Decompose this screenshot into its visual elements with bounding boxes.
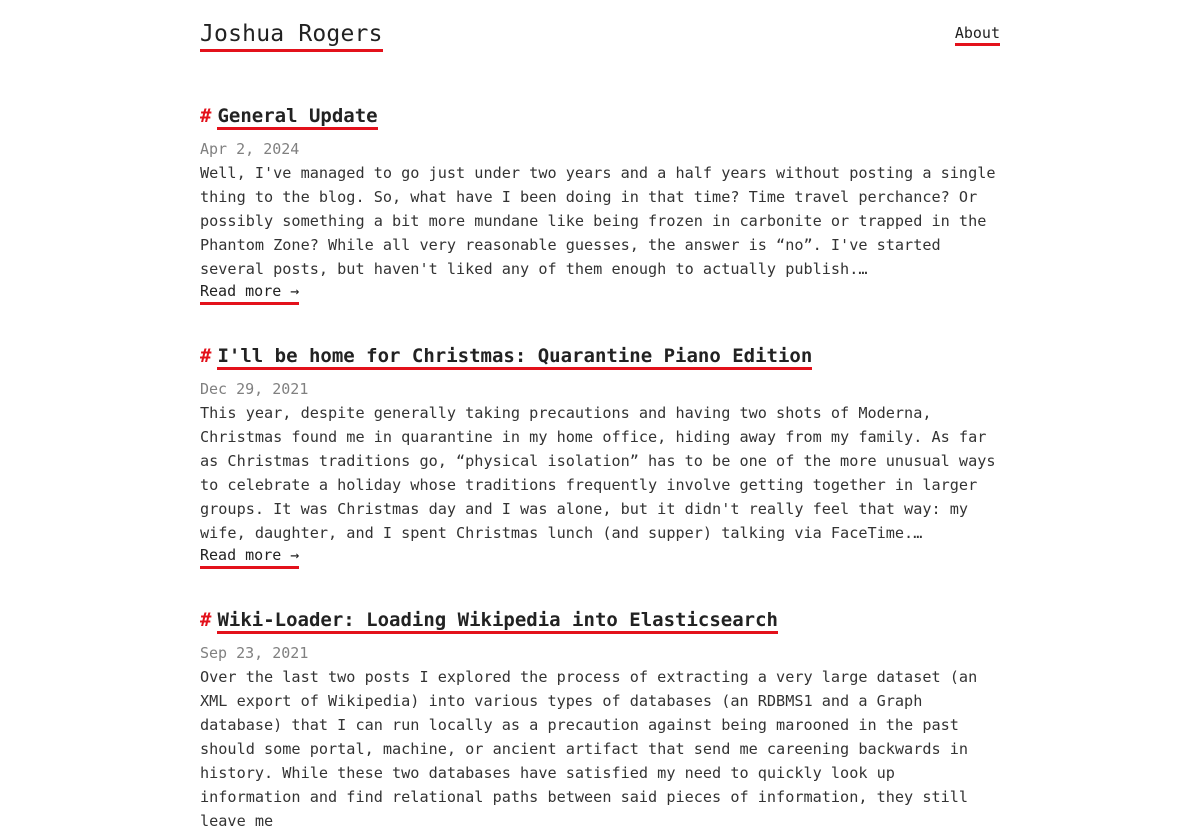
- post-title-link[interactable]: General Update: [217, 105, 377, 130]
- post-title-row: [200, 341, 1000, 371]
- read-more-link[interactable]: Read more →: [200, 281, 299, 305]
- post-excerpt: This year, despite generally taking precautions and having two shots of Moderna, Christmas found me in quarantine in my home office, hiding away from my family. As far as Christmas traditions go, “physical isolation” has to be one of the more unusual ways to celebrate a holiday whose traditions frequently involve getting together in larger groups. It was Christmas day and I was alone, but it didn't really feel that way: my wife, daughter, and I spent Christmas lunch (and supper) talking via FaceTime.…: [200, 404, 996, 542]
- post-title-link[interactable]: Wiki-Loader: Loading Wikipedia into Elasticsearch: [217, 609, 778, 634]
- post-hash-marker: #: [200, 105, 212, 127]
- post-hash-marker: #: [200, 609, 212, 631]
- post-date: Sep 23, 2021: [200, 644, 309, 662]
- nav-about-link[interactable]: About: [955, 23, 1000, 46]
- post-excerpt: Well, I've managed to go just under two years and a half years without posting a single thing to the blog. So, what have I been doing in that time? Time travel perchance? Or possibly something a bit more mundane like being frozen in carbonite or trapped in the Phantom Zone? While all very reasonable guesses, the answer is “no”. I've started several posts, but haven't liked any of them enough to actually publish.…: [200, 164, 996, 278]
- post-item: [200, 341, 1000, 569]
- post-title-link[interactable]: I'll be home for Christmas: Quarantine Piano Edition: [217, 345, 812, 370]
- post-item: [200, 605, 1000, 833]
- site-title-link[interactable]: Joshua Rogers: [200, 19, 383, 52]
- post-hash-marker: #: [200, 345, 212, 367]
- post-title-row: [200, 101, 1000, 131]
- read-more-link[interactable]: Read more →: [200, 545, 299, 569]
- post-date: Apr 2, 2024: [200, 140, 300, 158]
- page-container: [200, 0, 1000, 830]
- post-item: [200, 101, 1000, 305]
- post-excerpt: Over the last two posts I explored the process of extracting a very large dataset (an XML export of Wikipedia) into various types of databases (an RDBMS1 and a Graph database) that I can run locally as a precaution against being marooned in the past should some portal, machine, or ancient artifact that send me careening backwards in history. While these two databases have satisfied my need to quickly look up information and find relational paths between said pieces of information, they still leave me: [200, 668, 978, 830]
- post-title-row: [200, 605, 1000, 635]
- site-header: [200, 0, 1000, 70]
- post-date: Dec 29, 2021: [200, 380, 309, 398]
